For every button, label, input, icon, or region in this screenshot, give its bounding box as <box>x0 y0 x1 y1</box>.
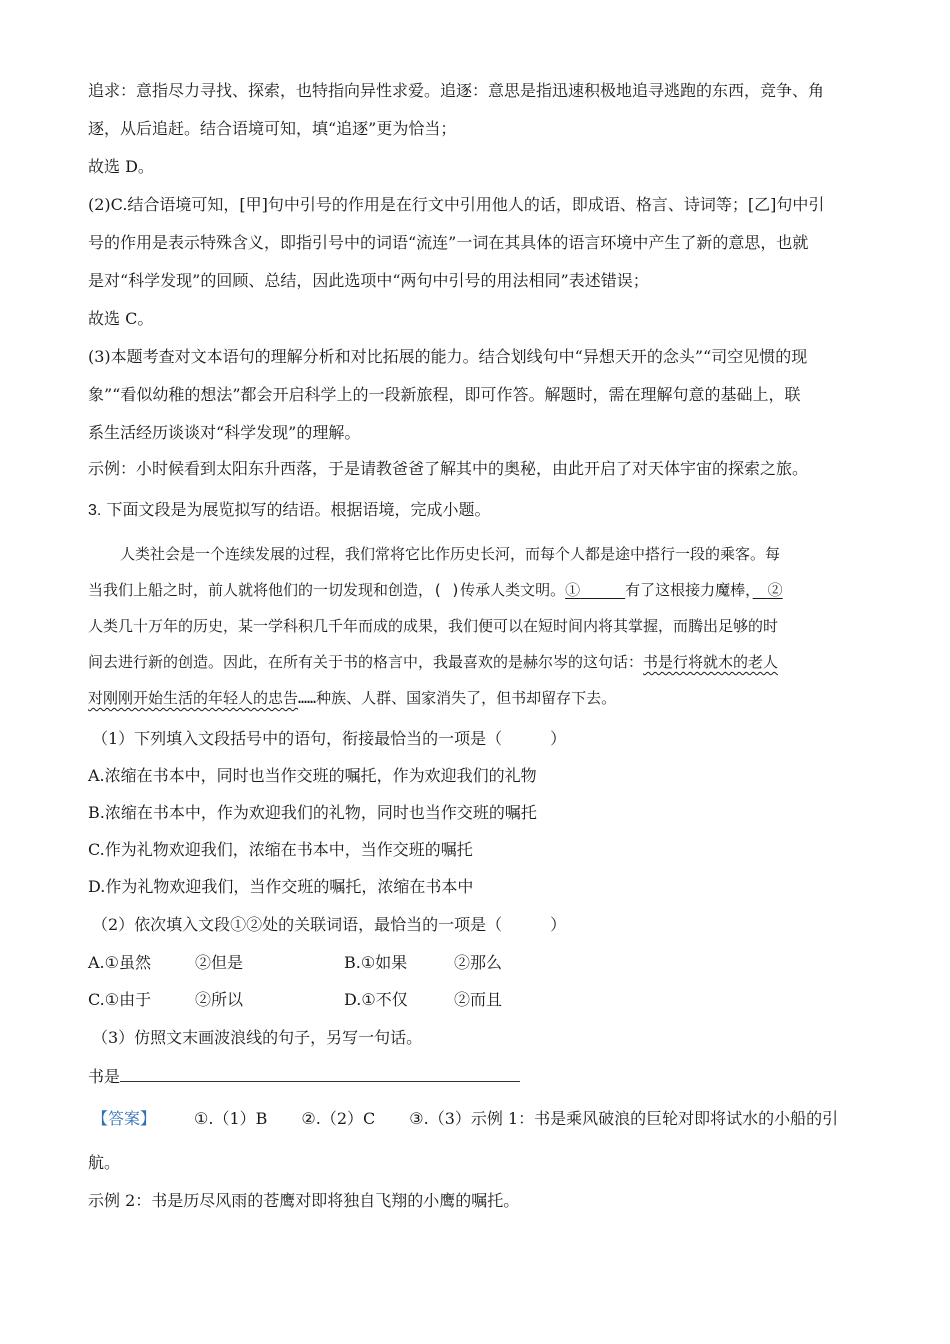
passage-text: 间去进行新的创造。因此，在所有关于书的格言中，我最喜欢的是赫尔岑的这句话： <box>88 653 644 671</box>
explanation-line: 象”“看似幼稚的想法”都会开启科学上的一段新旅程，即可作答。解题时，需在理解句意的基础上，联 <box>88 385 801 404</box>
question-stem-text: 下面文段是为展览拟写的结语。根据语境，完成小题。 <box>106 500 491 519</box>
wavy-underlined-sentence: 对刚刚开始生活的年轻人的忠告 <box>88 689 299 707</box>
explanation-line: 逐，从后追赶。结合语境可知，填“追逐”更为恰当； <box>88 119 457 138</box>
passage-text: 有了这根接力魔棒， <box>625 581 753 599</box>
passage-line <box>88 579 783 601</box>
explanation-line: (3)本题考查对文本语句的理解分析和对比拓展的能力。结合划线句中“异想天开的念头”“司空见惯的现 <box>88 347 808 366</box>
answer-marker-1: ①. <box>194 1109 214 1128</box>
blank-marker-2: ② <box>767 581 783 599</box>
option-a-first: A.①虽然 <box>88 953 151 972</box>
answer-blank <box>120 1065 520 1082</box>
option-c: C.作为礼物欢迎我们，浓缩在书本中，当作交班的嘱托 <box>88 840 473 859</box>
option-d: D.作为礼物欢迎我们，当作交班的嘱托，浓缩在书本中 <box>88 877 474 896</box>
passage-line: 人类几十万年的历史，某一学科积几千年而成的成果，我们便可以在短时间内将其掌握，而腾出足够的时 <box>88 617 779 635</box>
subquestion-1-prompt: （1）下列填入文段括号中的语句，衔接最恰当的一项是（ ） <box>92 729 567 748</box>
passage-text: 当我们上船之时，前人就将他们的一切发现和创造，( )传承人类文明。 <box>88 581 566 599</box>
explanation-line: 号的作用是表示特殊含义，即指引号中的词语“流连”一词在其具体的语言环境中产生了新的意思，也就 <box>88 233 809 252</box>
option-d-first: D.①不仅 <box>344 990 408 1009</box>
explanation-line: 是对“科学发现”的回顾、总结，因此选项中“两句中引号的用法相同”表述错误； <box>88 271 649 290</box>
blank-marker-1: ① <box>565 581 581 599</box>
explanation-line: 故选 D。 <box>88 157 154 176</box>
answer-marker-3: ③. <box>409 1109 429 1128</box>
blank-prefix: 书是 <box>88 1067 121 1086</box>
explanation-line: 追求：意指尽力寻找、探索，也特指向异性求爱。追逐：意思是指迅速积极地追寻逃跑的东西，竞争、角 <box>88 81 825 100</box>
answer-blank-line <box>88 1065 520 1088</box>
question-number: 3. <box>88 502 102 519</box>
passage-line <box>88 687 616 709</box>
options-row <box>88 952 502 974</box>
passage-line <box>88 651 778 673</box>
option-b: B.浓缩在书本中，作为欢迎我们的礼物，同时也当作交班的嘱托 <box>88 803 537 822</box>
option-a: A.浓缩在书本中，同时也当作交班的嘱托，作为欢迎我们的礼物 <box>88 766 537 785</box>
option-b-second: ②那么 <box>454 953 503 972</box>
option-a-second: ②但是 <box>195 953 244 972</box>
option-c-first: C.①由于 <box>88 990 152 1009</box>
options-row <box>88 989 502 1011</box>
option-d-second: ②而且 <box>454 990 503 1009</box>
explanation-line: 故选 C。 <box>88 309 154 328</box>
subquestion-2-prompt: （2）依次填入文段①②处的关联词语，最恰当的一项是（ ） <box>92 915 567 934</box>
answer-line <box>92 1108 838 1130</box>
explanation-line: 示例：小时候看到太阳东升西落，于是请教爸爸了解其中的奥秘，由此开启了对天体宇宙的探索之旅。 <box>88 459 809 478</box>
subquestion-3-prompt: （3）仿照文末画波浪线的句子，另写一句话。 <box>92 1028 423 1047</box>
passage-line: 人类社会是一个连续发展的过程，我们常将它比作历史长河，而每个人都是途中搭行一段的乘客。每 <box>120 545 781 563</box>
answer-tag: 【答案】 <box>92 1109 157 1128</box>
answer-example-2: 示例 2：书是历尽风雨的苍鹰对即将独自飞翔的小鹰的嘱托。 <box>88 1191 520 1210</box>
answer-3: （3）示例 1：书是乘风破浪的巨轮对即将试水的小船的引 <box>428 1109 839 1128</box>
explanation-line: 系生活经历谈谈对“科学发现”的理解。 <box>88 423 361 442</box>
answer-2: （2）C <box>320 1109 376 1128</box>
answer-1: （1）B <box>213 1109 268 1128</box>
passage-text: ……种族、人群、国家消失了，但书却留存下去。 <box>298 689 617 707</box>
answer-marker-2: ②. <box>301 1109 321 1128</box>
answer-continuation: 航。 <box>88 1153 121 1172</box>
option-b-first: B.①如果 <box>344 953 408 972</box>
option-c-second: ②所以 <box>195 990 244 1009</box>
explanation-line: (2)C.结合语境可知，[甲]句中引号的作用是在行文中引用他人的话，即成语、格言、诗词等；[乙]句中引 <box>88 195 825 214</box>
wavy-underlined-sentence: 书是行将就木的老人 <box>643 653 779 671</box>
question-stem <box>88 499 490 522</box>
